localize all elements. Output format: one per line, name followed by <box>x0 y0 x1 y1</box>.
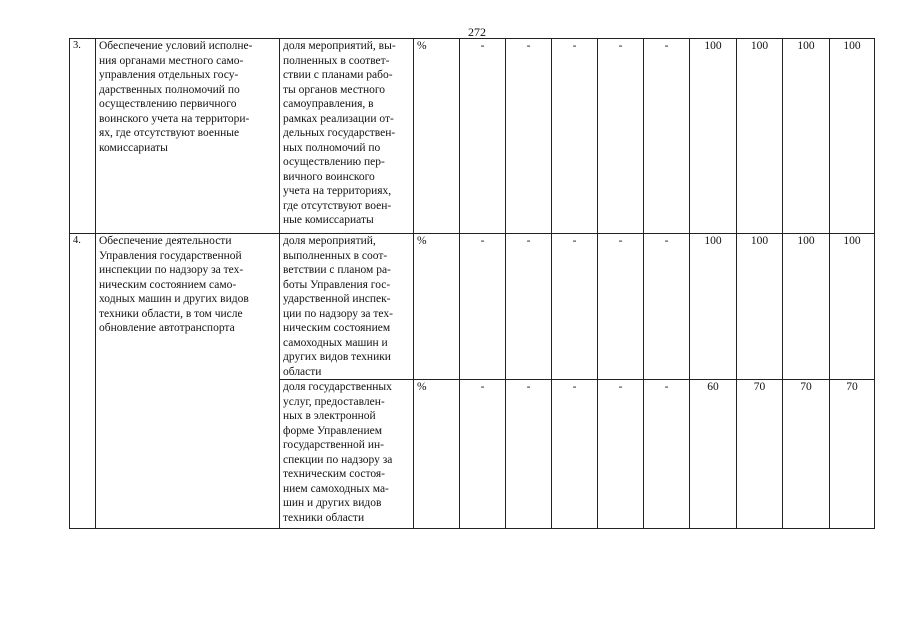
table-row <box>70 39 875 234</box>
row-number: 4. <box>70 234 96 529</box>
measure-name: Обеспечение деятельности Управления государственной инспекции по надзору за тех- ническим состоянием само- ходных машин и других видов техники области, в том числе обновление автотранспорта <box>96 234 280 529</box>
value-cell: 100 <box>737 234 783 380</box>
value-cell: - <box>506 380 552 529</box>
value-cell: 100 <box>830 39 875 234</box>
value-cell: - <box>644 234 690 380</box>
value-cell: - <box>598 39 644 234</box>
page-number: 272 <box>468 25 486 39</box>
row-number: 3. <box>70 39 96 234</box>
value-cell: 70 <box>737 380 783 529</box>
value-cell: 60 <box>690 380 737 529</box>
table-row <box>70 234 875 380</box>
indicators-table <box>69 38 875 529</box>
indicator-name: доля мероприятий, вы- полненных в соответ- ствии с планами рабо- ты органов местного самоуправления, в рамках реализации от- дельных государствен- ных полномочий по осуществлению пер- вичного воинского учета на территориях, где отсутствуют воен- ные комиссариаты <box>280 39 414 234</box>
value-cell: 100 <box>783 39 830 234</box>
indicator-name: доля мероприятий, выполненных в соот- ветствии с планом ра- боты Управления гос- ударственной инспек- ции по надзору за тех- ническим состоянием самоходных машин и других видов техники области <box>280 234 414 380</box>
value-cell: - <box>552 39 598 234</box>
value-cell: 100 <box>690 234 737 380</box>
value-cell: 70 <box>830 380 875 529</box>
indicator-name: доля государственных услуг, предоставлен- ных в электронной форме Управлением государственной ин- спекции по надзору за техническим состоя- нием самоходных ма- шин и других видов техники области <box>280 380 414 529</box>
value-cell: - <box>506 39 552 234</box>
value-cell: - <box>552 234 598 380</box>
unit-cell: % <box>414 380 460 529</box>
value-cell: - <box>552 380 598 529</box>
measure-name: Обеспечение условий исполне- ния органами местного само- управления отдельных госу- дарственных полномочий по осуществлению первичного воинского учета на территори- ях, где отсутствуют военные комиссариаты <box>96 39 280 234</box>
value-cell: 100 <box>690 39 737 234</box>
value-cell: - <box>506 234 552 380</box>
value-cell: - <box>598 380 644 529</box>
value-cell: 100 <box>830 234 875 380</box>
value-cell: 100 <box>737 39 783 234</box>
value-cell: 100 <box>783 234 830 380</box>
value-cell: - <box>460 380 506 529</box>
unit-cell: % <box>414 234 460 380</box>
value-cell: - <box>460 39 506 234</box>
unit-cell: % <box>414 39 460 234</box>
value-cell: - <box>460 234 506 380</box>
value-cell: - <box>644 380 690 529</box>
value-cell: - <box>598 234 644 380</box>
value-cell: 70 <box>783 380 830 529</box>
value-cell: - <box>644 39 690 234</box>
